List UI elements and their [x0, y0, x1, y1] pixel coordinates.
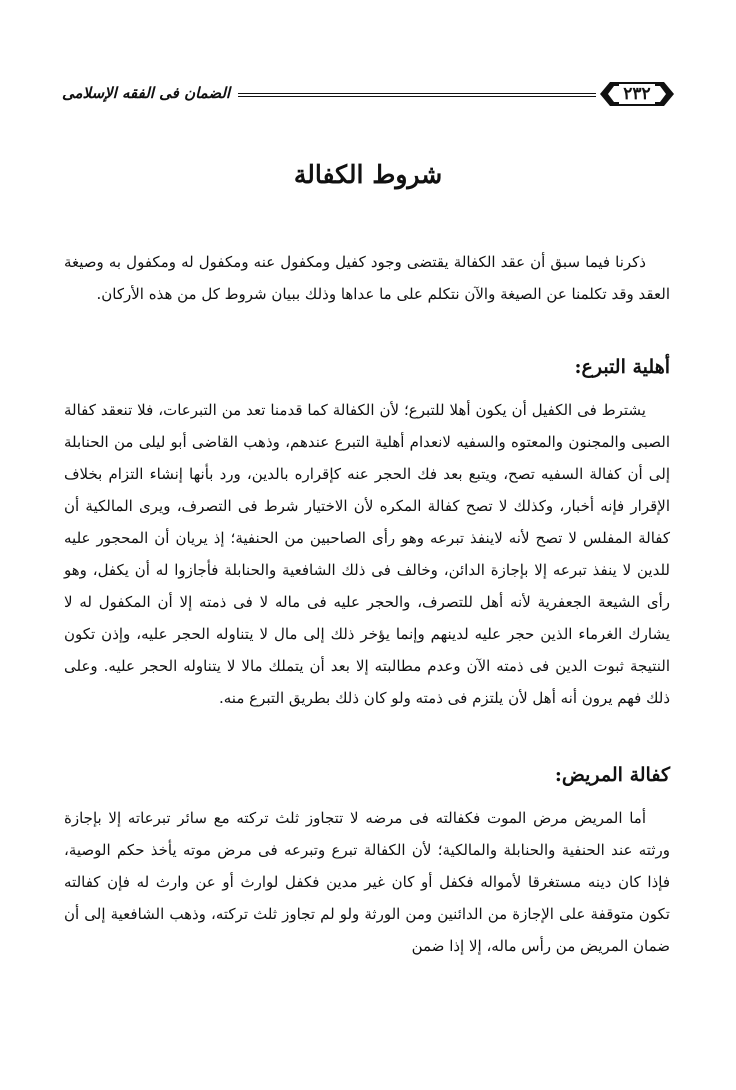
running-title: الضمان فى الفقه الإسلامى [62, 84, 231, 102]
section-body-donation-eligibility [64, 394, 670, 714]
header-rule [238, 93, 596, 97]
section-body-sick-guarantee [64, 802, 670, 962]
running-header [62, 80, 674, 110]
section-paragraph: يشترط فى الكفيل أن يكون أهلا للتبرع؛ لأن الكفالة كما قدمنا تعد من التبرعات، فلا تنعقد كفالة الصبى والمجنون والمعتوه والسفيه لانعدام أهلية التبرع عندهم، وذهب القاضى أبو ليلى من الحنابلة إلى أن كفالة السفيه تصح، ويتبع بعد فك الحجر عنه كإقراره بالدين، ورد بأنها إنشاء التزام بخلاف الإقرار فإنه أخبار، وكذلك لا تصح كفالة المكره لأن الاختيار شرط فى التصرف، ويرى المالكية أن كفالة المفلس لا تصح لأنه لاينفذ تبرعه وهو رأى الصاحبين من الحنفية؛ إذ يريان أن المحجور عليه للدين لا ينفذ تبرعه إلا بإجازة الدائن، وخالف فى ذلك الشافعية والحنابلة فأجازوا له أن يكفل، وهو رأى الشيعة الجعفرية لأنه أهل للتصرف، والحجر عليه فى ماله لا فى ذمته إلا أن المكفول له لا يشارك الغرماء الذين حجر عليه لدينهم وإنما يؤخر ذلك إلى مال لا يتناوله الحجر عليه، وإذن تكون النتيجة ثبوت الدين فى ذمته الآن وعدم مطالبته إلا بعد أن يتملك مالا لا يتناوله الحجر عليه. وعلى ذلك فهم يرون أنه أهل لأن يلتزم فى ذمته ولو كان ذلك بطريق التبرع منه. [64, 401, 670, 707]
section-paragraph: أما المريض مرض الموت فكفالته فى مرضه لا تتجاوز ثلث تركته مع سائر تبرعاته إلا بإجازة ورثته عند الحنفية والحنابلة والمالكية؛ لأن الكفالة تبرع وتبرعه فى مرض موته يأخذ حكم الوصية، فإذا كان دينه مستغرقا لأمواله فكفل أو كان غير مدين فكفل لوارث أو عن وارث له فإن كفالته تكون متوقفة على الإجازة من الدائنين ومن الورثة ولو لم تجاوز ثلث تركته، وذهب الشافعية إلى أن ضمان المريض من رأس ماله، إلا إذا ضمن [64, 809, 670, 955]
section-heading-sick-guarantee: كفالة المريض: [554, 764, 670, 786]
section-heading-donation-eligibility: أهلية التبرع: [574, 356, 670, 378]
page-number-badge [600, 80, 674, 108]
page-number: ٢٣٢ [619, 84, 654, 104]
intro-block [64, 246, 670, 310]
intro-paragraph: ذكرنا فيما سبق أن عقد الكفالة يقتضى وجود كفيل ومكفول عنه ومكفول له ومكفول به وصيغة العقد وقد تكلمنا عن الصيغة والآن نتكلم على ما عداها وذلك ببيان شروط كل من هذه الأركان. [64, 253, 670, 303]
chapter-title: شروط الكفالة [293, 160, 443, 189]
